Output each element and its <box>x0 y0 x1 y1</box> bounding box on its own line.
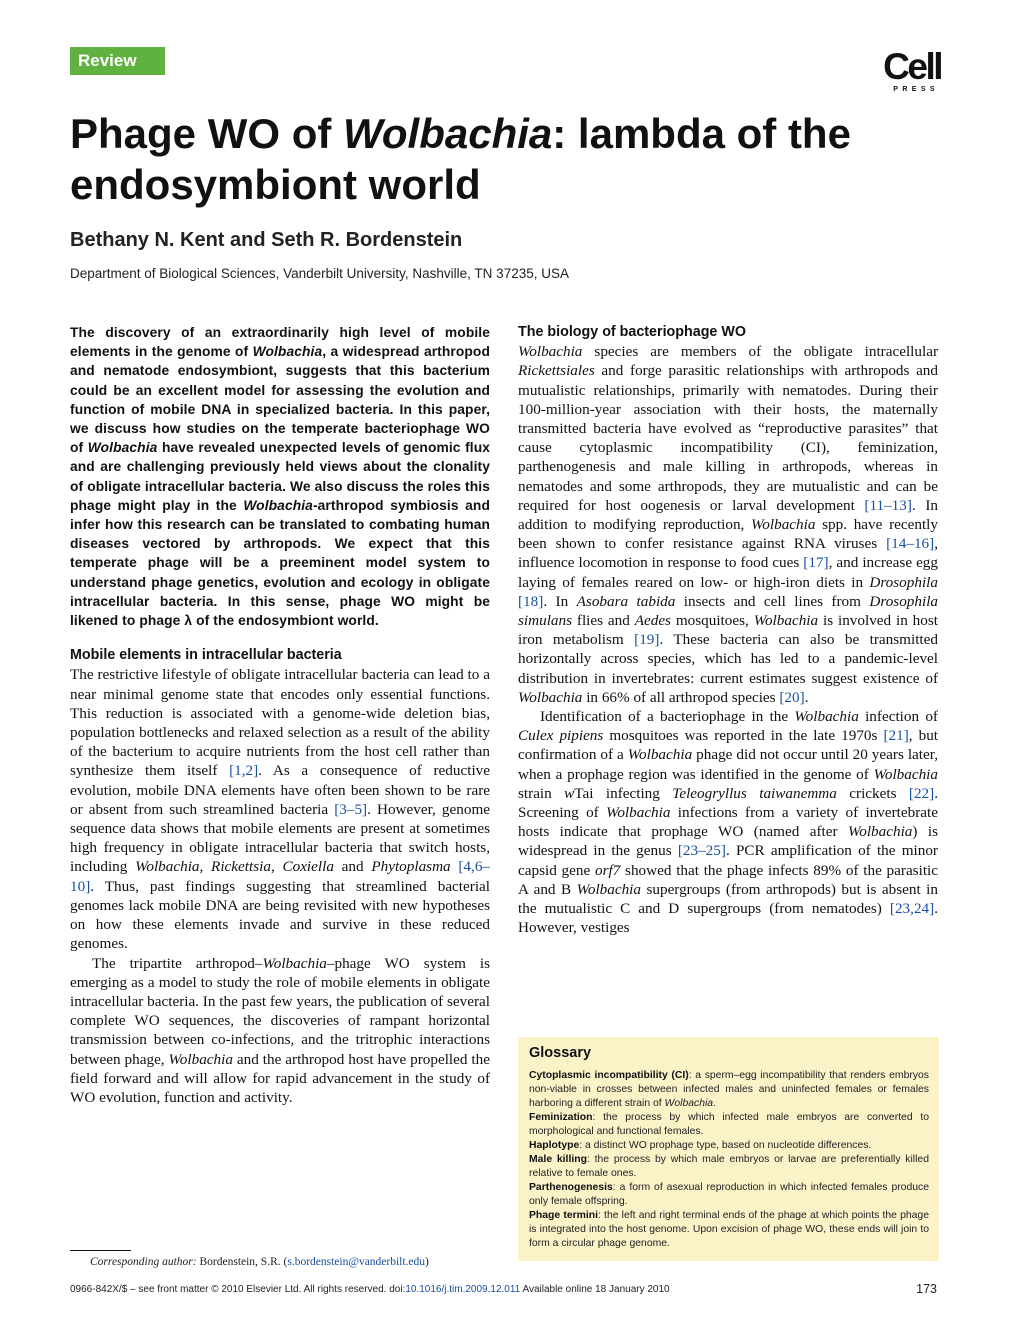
text-run: strain <box>518 784 565 802</box>
footnote-name: Bordenstein, S.R. ( <box>196 1256 288 1268</box>
citation-link[interactable]: [21] <box>883 727 909 745</box>
abstract-italic: Wolbachia <box>243 497 313 513</box>
citation-link[interactable]: [4,6–10] <box>70 858 491 895</box>
citation-link[interactable]: [23–25] <box>677 842 726 860</box>
abstract-text: -arthropod symbiosis and infer how this research can be translated to combating human diseases vectored by arthropods. We expect that this temperate phage will be a preeminent model system to understand phage genetics, evolution and ecology in obligate intracellular bacteria. In this sense, phage WO might be likened to phage λ of the endosymbiont world. <box>70 497 490 629</box>
footer-copyright: 0966-842X/$ – see front matter © 2010 Elsevier Ltd. All rights reserved. doi: <box>70 1284 406 1295</box>
italic-run: Aedes <box>634 612 671 630</box>
page-number: 173 <box>916 1282 937 1296</box>
corresponding-author-note <box>90 1256 429 1268</box>
citation-link[interactable]: [22] <box>908 784 935 802</box>
page-footer <box>70 1284 670 1295</box>
text-run: Tai infecting <box>574 784 673 802</box>
italic-run: Wolbachia <box>794 708 859 726</box>
glossary-def: : a distinct WO prophage type, based on nucleotide differences. <box>579 1139 872 1151</box>
glossary-def: : the process by which infected male embryos are converted to morphological and functional females. <box>529 1111 929 1137</box>
italic-run: Wolbachia <box>135 858 200 876</box>
text-run: . Thus, past findings suggesting that streamlined bacterial genomes lack mobile DNA are being revisited with new hypotheses on how these elements invade and survive in these reduced genomes. <box>70 877 490 953</box>
italic-run: Asobara tabida <box>576 592 676 610</box>
text-run: . However, genome sequence data shows that mobile elements are present at sometimes high frequency in obligate intracellular bacteria that switch hosts, including <box>70 800 490 876</box>
glossary-entry <box>529 1139 929 1153</box>
text-run: phage did not occur until 20 years later, when a prophage region was identified in the genome of <box>518 746 938 783</box>
text-run: , and increase egg laying of females reared on low- or high-iron diets in <box>518 554 938 591</box>
abstract-text: , a widespread arthropod and nematode endosymbiont, suggests that this bacterium could be an excellent model for assessing the evolution and function of mobile DNA in specialized bacteria. In this paper, we discuss how studies on the temperate bacteriophage WO of <box>70 344 490 456</box>
text-run: and forge parasitic relationships with arthropods and mutualistic relationships, primarily with nematodes. During their 100-million-year association with their hosts, the maternally transmitted bacteria have evolved as “reproductive parasites” that cause cytoplasmic incompatibility (CI), feminization, parthenogenesis and male killing in arthropods, whereas in nematodes and some arthropods, they are mutualistic and can be required for host oogenesis or larval development <box>518 362 938 514</box>
logo-word: Cell <box>883 46 941 87</box>
text-run: ) is widespread in the genus <box>518 823 939 860</box>
text-run: crickets <box>836 784 909 802</box>
text-run: and the arthropod host have propelled the field forward and will allow for rapid advancement in the study of WO evolution, function and activity. <box>70 1050 490 1106</box>
text-run: supergroups (from arthropods) but is absent in the mutualistic C and D supergroups (from nematodes) <box>518 880 938 918</box>
footnote-label: Corresponding author: <box>90 1256 197 1268</box>
text-run: infection of <box>858 708 938 726</box>
text-run: The tripartite arthropod– <box>92 954 263 972</box>
author-email-link[interactable]: s.bordenstein@vanderbilt.edu <box>287 1256 426 1268</box>
glossary-def: : a sperm–egg incompatibility that renders embryos non-viable in crosses between infected males and uninfected females or females harboring a different strain of <box>529 1070 929 1109</box>
citation-link[interactable]: [18] <box>518 592 544 610</box>
glossary-term: Cytoplasmic incompatibility (CI) <box>529 1070 689 1081</box>
footer-available: Available online 18 January 2010 <box>520 1284 670 1295</box>
italic-run: Drosophila <box>869 573 938 591</box>
italic-run: orf7 <box>594 861 621 879</box>
section-tag: Review <box>70 47 165 75</box>
section-heading: Mobile elements in intracellular bacteria <box>70 647 342 664</box>
abstract-italic: Wolbachia <box>87 440 158 456</box>
italic-run: Wolbachia <box>576 880 641 898</box>
authors: Bethany N. Kent and Seth R. Bordenstein <box>70 229 463 251</box>
italic-run: Wolbachia <box>606 804 671 822</box>
text-run: . As a consequence of reductive evolution, mobile DNA elements have often been shown to be rare or absent from such streamlined bacteria <box>70 762 490 818</box>
text-run: , <box>270 858 283 876</box>
citation-link[interactable]: [19] <box>634 631 660 649</box>
section-heading: The biology of bacteriophage WO <box>518 324 746 340</box>
title-part2: : lambda of the endosymbiont world <box>70 110 851 208</box>
italic-run: Drosophila simulans <box>518 592 939 630</box>
glossary-entry <box>529 1209 929 1250</box>
glossary-def: : the process by which male embryos or larvae are preferentially killed relative to female ones. <box>529 1154 929 1180</box>
text-run: . In <box>543 592 577 610</box>
article-title <box>70 108 950 210</box>
glossary-term: Haplotype <box>529 1139 580 1151</box>
text-run: mosquitoes, <box>670 612 754 630</box>
text-run: , but confirmation of a <box>518 727 939 764</box>
italic-run: Rickettsiales <box>518 362 595 380</box>
body-paragraph <box>70 954 490 1108</box>
glossary-term: Phage termini <box>529 1210 598 1222</box>
glossary-entry <box>529 1069 929 1110</box>
glossary-def: . <box>713 1097 716 1109</box>
citation-link[interactable]: [17] <box>803 554 829 572</box>
text-run: showed that the phage infects 89% of the parasitic A and B <box>518 861 938 898</box>
italic-run: Wolbachia <box>751 516 816 534</box>
citation-link[interactable]: [1,2] <box>229 762 259 780</box>
body-paragraph <box>518 707 938 937</box>
italic-run: Culex pipiens <box>518 727 604 745</box>
text-run: , <box>199 858 212 876</box>
logo-press: PRESS <box>893 86 939 93</box>
text-run: , influence locomotion in response to food cues <box>518 535 938 572</box>
italic-run: Wolbachia <box>753 612 819 630</box>
citation-link[interactable]: [3–5] <box>334 800 368 818</box>
right-column <box>518 323 938 938</box>
abstract <box>70 323 490 630</box>
title-italic: Wolbachia <box>343 110 553 157</box>
text-run: . These bacteria can also be transmitted horizontally across species, which has led to a pandemic-level distribution in invertebrates: current estimates suggest existence of <box>518 631 938 687</box>
italic-run: Phytoplasma <box>371 858 451 876</box>
footnote-close: ) <box>425 1256 429 1268</box>
text-run: . However, vestiges <box>518 900 938 937</box>
left-column <box>70 323 490 1107</box>
abstract-text: have revealed unexpected levels of genomic flux and are challenging previously held views about the clonality of obligate intracellular bacteria. We also discuss the roles this phage might play in the <box>70 440 491 513</box>
text-run: . PCR amplification of the minor capsid gene <box>518 842 938 879</box>
text-run: . In addition to modifying reproduction, <box>518 496 938 534</box>
glossary-entry <box>529 1181 929 1209</box>
doi-link[interactable]: 10.1016/j.tim.2009.12.011 <box>405 1284 521 1295</box>
citation-link[interactable]: [20] <box>779 688 805 706</box>
cell-press-logo <box>866 46 941 96</box>
italic-run: Rickettsia <box>211 858 271 876</box>
glossary-term: Male killing <box>529 1154 587 1166</box>
text-run: . <box>804 688 809 706</box>
text-run: mosquitoes was reported in the late 1970s <box>603 727 884 745</box>
text-run: . Screening of <box>518 784 939 822</box>
glossary-def: : a form of asexual reproduction in which infected females produce only female offspring. <box>529 1182 929 1208</box>
affiliation: Department of Biological Sciences, Vanderbilt University, Nashville, TN 37235, USA <box>70 266 569 281</box>
glossary-entry <box>529 1153 929 1181</box>
glossary-def: : the left and right terminal ends of the phage at which points the phage is integrated into the host genome. Upon excision of phage WO, these ends will join to form a circular phage genome. <box>529 1210 929 1250</box>
citation-link[interactable]: [23,24] <box>889 900 935 918</box>
text-run: in 66% of all arthropod species <box>582 688 780 706</box>
abstract-text: The discovery of an extraordinarily high level of mobile elements in the genome of <box>70 325 490 360</box>
italic-run: Coxiella <box>282 858 334 876</box>
glossary-box <box>518 1037 939 1261</box>
text-run: –phage WO system is emerging as a model to study the role of mobile elements in obligate intracellular bacteria. In the past few years, the publication of several complete WO sequences, the discoveries of rampant horizontal transmission between co-infections, and the tritrophic interactions between phage, <box>70 954 490 1068</box>
body-paragraph <box>518 342 938 707</box>
glossary-term: Parthenogenesis <box>529 1182 613 1194</box>
italic-run: Wolbachia <box>873 765 938 783</box>
italic-run: Wolbachia <box>518 343 583 361</box>
glossary-italic: Wolbachia <box>664 1097 714 1109</box>
text-run: and <box>333 858 372 876</box>
italic-run: w <box>564 784 575 802</box>
title-part1: Phage WO of <box>70 110 343 157</box>
citation-link[interactable]: [11–13] <box>864 496 912 514</box>
italic-run: Wolbachia <box>627 746 693 764</box>
citation-link[interactable]: [14–16] <box>886 535 935 553</box>
body-paragraph <box>70 665 490 953</box>
text-run: Identification of a bacteriophage in the <box>540 708 795 726</box>
footnote-rule <box>70 1250 131 1251</box>
italic-run: Wolbachia <box>518 688 583 706</box>
italic-run: Wolbachia <box>262 954 327 972</box>
italic-run: Teleogryllus taiwanemma <box>672 784 837 802</box>
text-run: infections from a variety of invertebrate hosts indicate that prophage WO (named after <box>518 804 938 841</box>
glossary-term: Feminization <box>529 1111 593 1123</box>
text-run: species are members of the obligate intracellular <box>582 343 938 361</box>
glossary-entry <box>529 1111 929 1139</box>
text-run: spp. have recently been shown to confer resistance against RNA viruses <box>518 516 938 553</box>
italic-run: Wolbachia <box>168 1050 233 1068</box>
italic-run: Wolbachia <box>847 823 913 841</box>
abstract-italic: Wolbachia <box>252 344 323 360</box>
text-run: is involved in host iron metabolism <box>518 612 938 649</box>
text-run: The restrictive lifestyle of obligate intracellular bacteria can lead to a near minimal genome state that encodes only essential functions. This reduction is associated with a genome-wide deletion bias, population bottlenecks and relaxed selection as a result of the ability of the bacterium to acquire nutrients from the host cell rather than synthesize them itself <box>70 666 490 780</box>
text-run: insects and cell lines from <box>675 592 870 610</box>
glossary-title: Glossary <box>529 1045 592 1061</box>
text-run: flies and <box>572 612 635 630</box>
